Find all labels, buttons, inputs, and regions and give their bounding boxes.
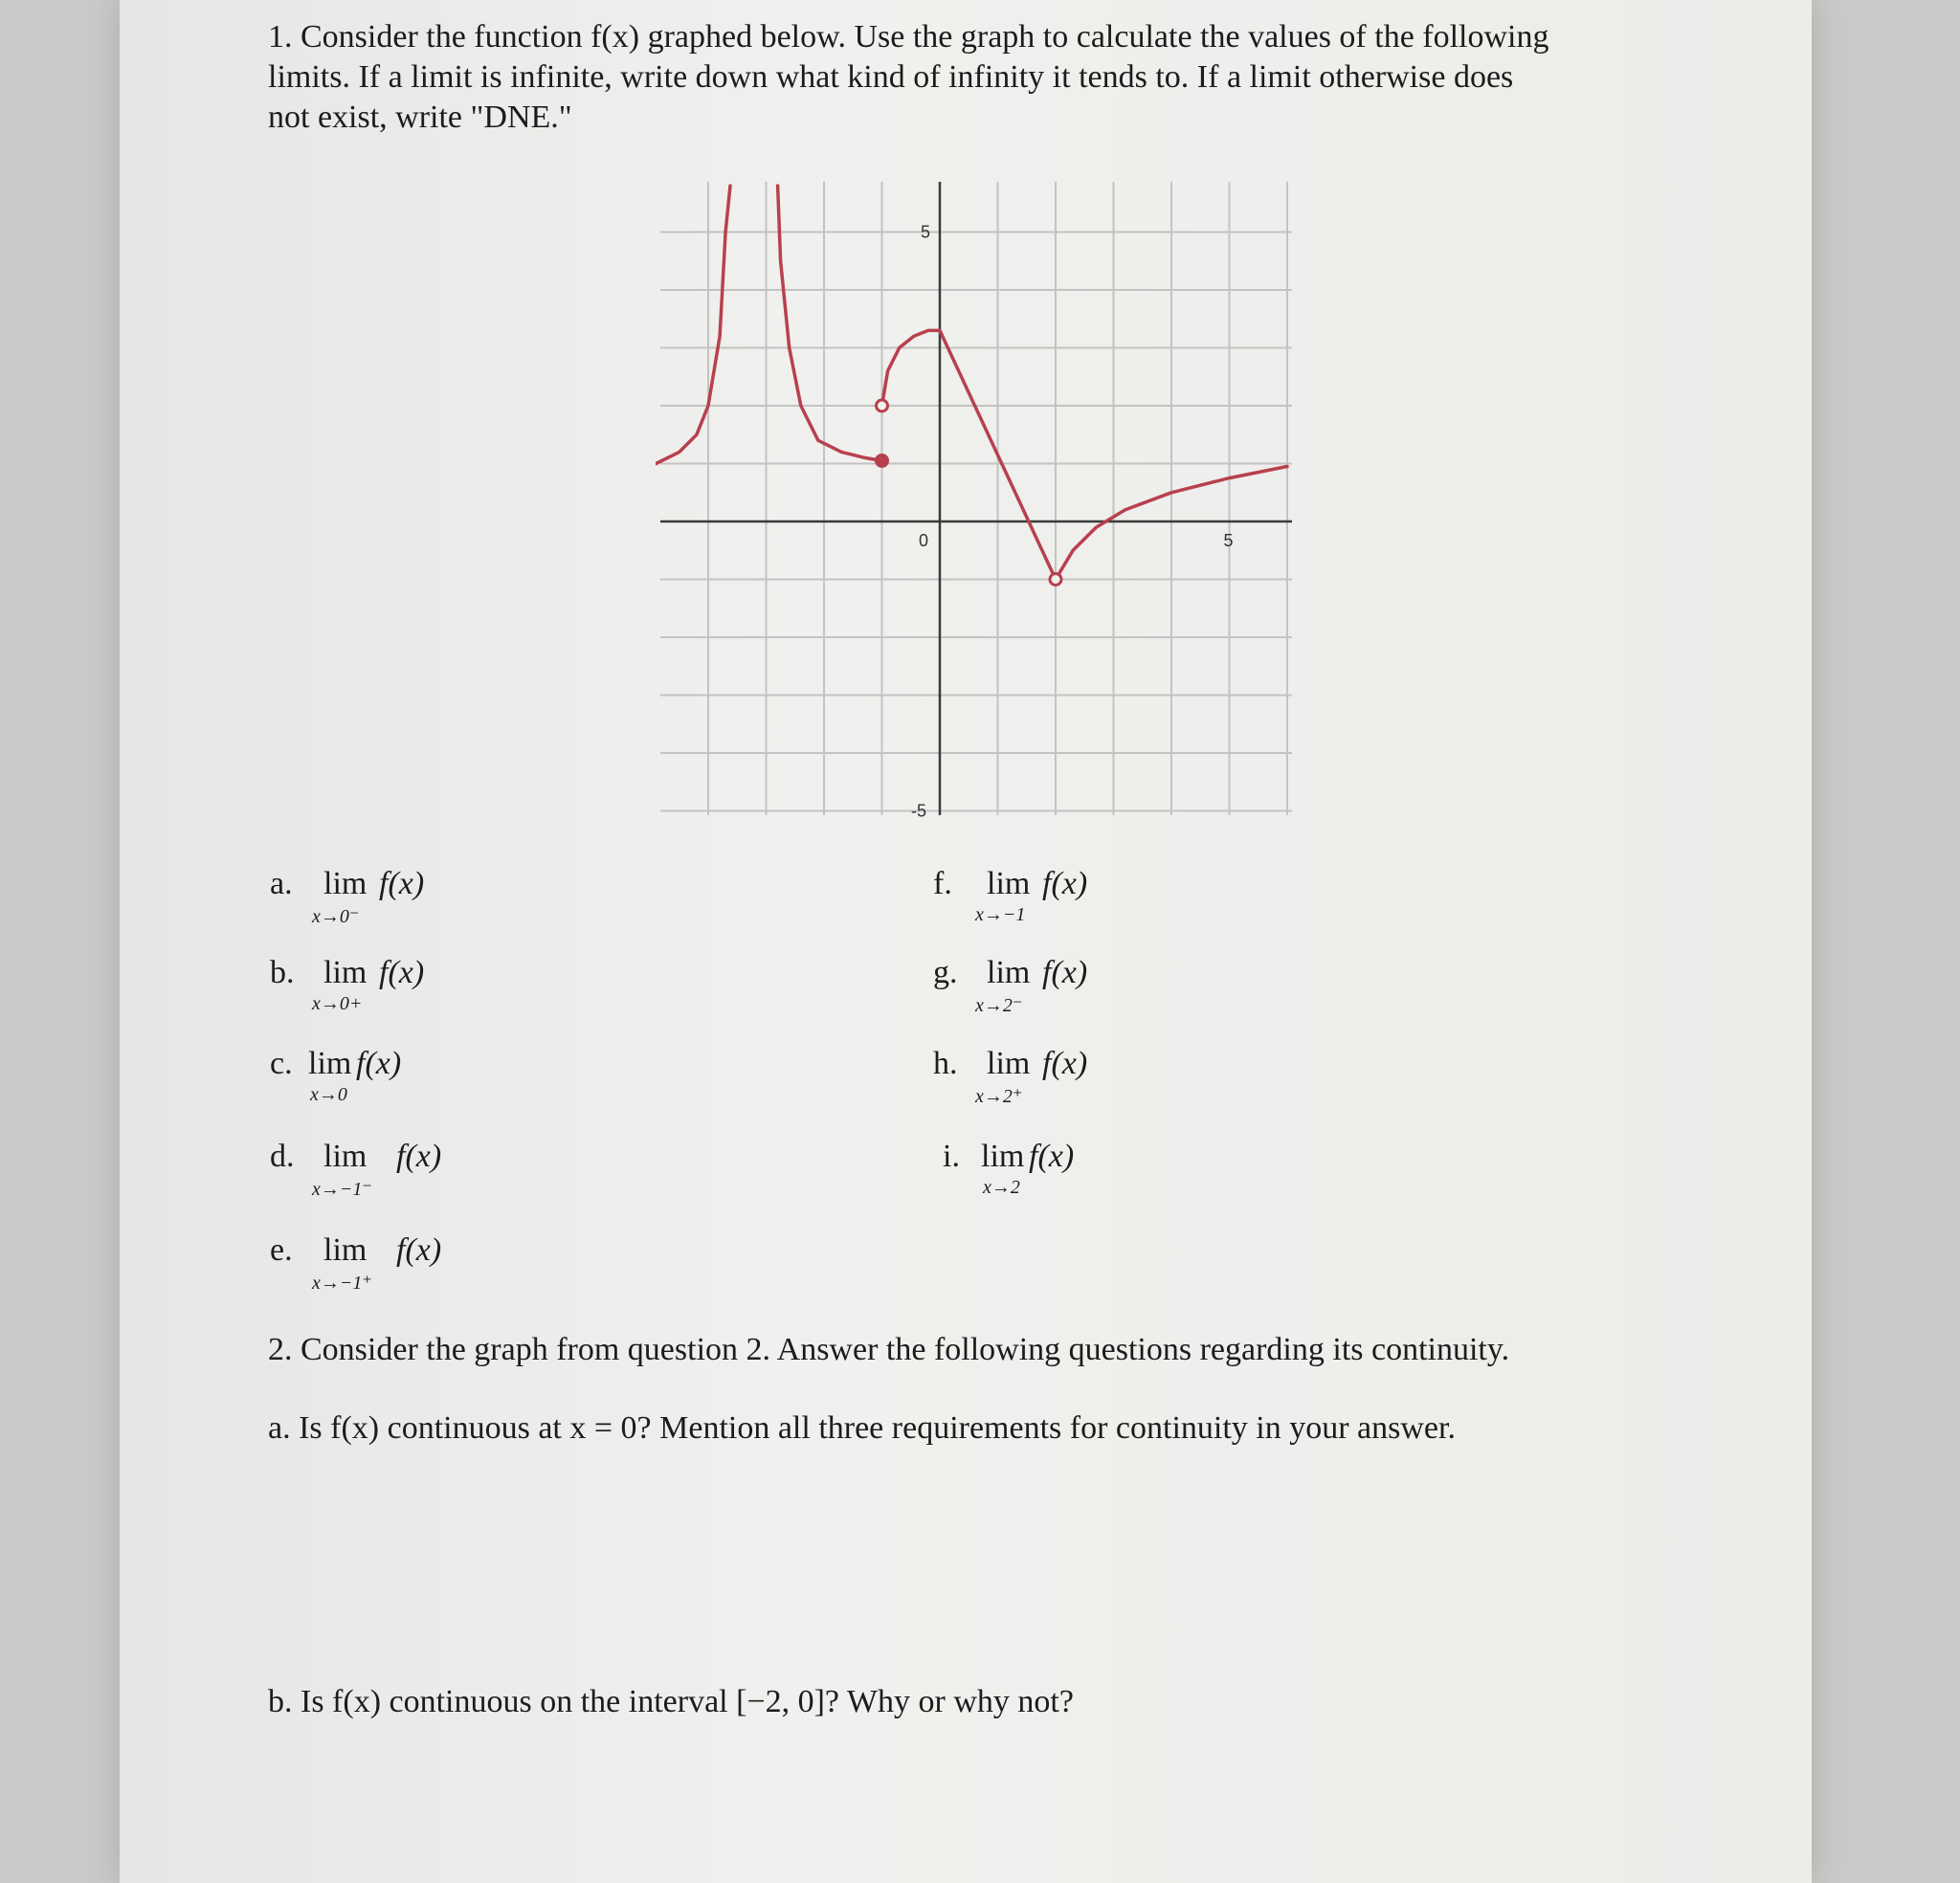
limit-function: f(x) bbox=[1029, 1139, 1075, 1174]
limit-subscript: x→2⁻ bbox=[975, 995, 1023, 1016]
limit-function: f(x) bbox=[1042, 955, 1088, 990]
limit-subscript: x→−1⁻ bbox=[312, 1179, 372, 1200]
limit-label: b. bbox=[270, 955, 295, 990]
graph-grid bbox=[656, 182, 1292, 815]
limit-lim-word: lim bbox=[987, 955, 1031, 990]
limit-function: f(x) bbox=[396, 1232, 442, 1268]
open-point bbox=[877, 400, 888, 411]
limit-function: f(x) bbox=[379, 866, 425, 901]
limit-label: d. bbox=[270, 1139, 295, 1174]
limit-function: f(x) bbox=[1042, 866, 1088, 901]
limit-subscript: x→0 bbox=[310, 1084, 347, 1105]
limit-lim-word: lim bbox=[323, 955, 368, 990]
question-2-part-a: a. Is f(x) continuous at x = 0? Mention all three requirements for continuity in your answer. bbox=[268, 1410, 1456, 1446]
question-1-text bbox=[268, 17, 1684, 138]
limit-label: a. bbox=[270, 866, 293, 901]
curve-segment bbox=[882, 330, 941, 406]
limit-subscript: x→2⁺ bbox=[975, 1086, 1023, 1107]
closed-point bbox=[877, 454, 888, 466]
limit-function: f(x) bbox=[1042, 1046, 1088, 1081]
question-2-intro: 2. Consider the graph from question 2. Answer the following questions regarding its continuity. bbox=[268, 1332, 1510, 1367]
limit-lim-word: lim bbox=[323, 1139, 368, 1174]
limit-subscript: x→2 bbox=[983, 1177, 1020, 1198]
limit-lim-word: lim bbox=[308, 1046, 352, 1081]
limit-subscript: x→0+ bbox=[312, 993, 363, 1014]
limit-label: h. bbox=[933, 1046, 958, 1081]
limit-function: f(x) bbox=[396, 1139, 442, 1174]
origin-label: 0 bbox=[919, 531, 929, 550]
limit-subscript: x→−1⁺ bbox=[312, 1273, 372, 1294]
limit-label: e. bbox=[270, 1232, 293, 1268]
limit-lim-word: lim bbox=[323, 1232, 368, 1268]
limit-function: f(x) bbox=[356, 1046, 402, 1081]
limit-subscript: x→−1 bbox=[975, 904, 1026, 925]
graph-points bbox=[877, 400, 1062, 586]
limit-lim-word: lim bbox=[987, 866, 1031, 901]
limit-function: f(x) bbox=[379, 955, 425, 990]
curve-segment bbox=[778, 186, 882, 460]
limit-lim-word: lim bbox=[987, 1046, 1031, 1081]
limit-label: f. bbox=[933, 866, 952, 901]
open-point bbox=[1050, 574, 1061, 586]
limit-lim-word: lim bbox=[981, 1139, 1025, 1174]
curve-segment bbox=[657, 186, 731, 463]
limit-label: g. bbox=[933, 955, 958, 990]
y-tick-label-5: 5 bbox=[921, 222, 931, 242]
question-2-part-b: b. Is f(x) continuous on the interval [−2, 0]? Why or why not? bbox=[268, 1684, 1074, 1719]
q1-line-1: 1. Consider the function f(x) graphed below. Use the graph to calculate the values of the following bbox=[268, 19, 1549, 55]
q1-line-2: limits. If a limit is infinite, write down what kind of infinity it tends to. If a limit otherwise does bbox=[268, 59, 1514, 95]
graph-axes bbox=[660, 182, 1292, 815]
limit-label: i. bbox=[943, 1139, 960, 1174]
q1-line-3: not exist, write "DNE." bbox=[268, 100, 572, 135]
function-graph bbox=[656, 177, 1297, 823]
y-tick-label-neg5: -5 bbox=[911, 801, 927, 821]
x-tick-label-5: 5 bbox=[1223, 531, 1234, 550]
limit-lim-word: lim bbox=[323, 866, 368, 901]
limit-subscript: x→0⁻ bbox=[312, 906, 360, 927]
limit-label: c. bbox=[270, 1046, 293, 1081]
